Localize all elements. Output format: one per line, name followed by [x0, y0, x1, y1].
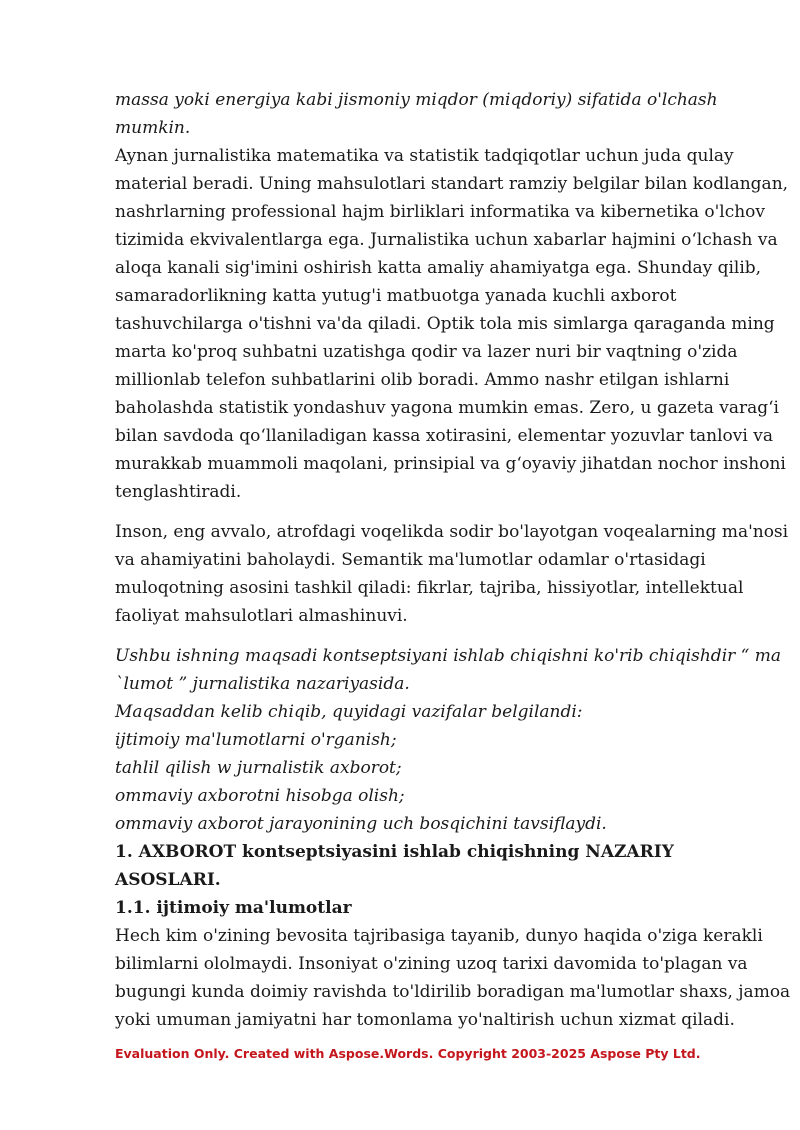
text-line: millionlab telefon suhbatlarini olib boradi. Ammo nashr etilgan ishlarni [115, 370, 730, 390]
task-item: ommaviy axborotni hisobga olish; [115, 786, 405, 806]
subsection-heading: 1.1. ijtimoiy ma'lumotlar [115, 898, 352, 918]
text-line: nashrlarning professional hajm birliklari informatika va kibernetika o'lchov [115, 202, 766, 222]
task-item: tahlil qilish w jurnalistik axborot; [115, 758, 402, 778]
task-item: ijtimoiy ma'lumotlarni o'rganish; [115, 730, 397, 750]
text-line: material beradi. Uning mahsulotlari standart ramziy belgilar bilan kodlangan, [115, 174, 789, 194]
text-line: muloqotning asosini tashkil qiladi: fikrlar, tajriba, hissiyotlar, intellektual [115, 578, 744, 598]
text-line: murakkab muammoli maqolani, prinsipial va g‘oyaviy jihatdan nochor inshoni [115, 454, 786, 474]
paragraph-social-information [115, 922, 791, 1034]
text-line: tashuvchilarga o'tishni va'da qiladi. Optik tola mis simlarga qaraganda ming [115, 314, 775, 334]
text-line: Maqsaddan kelib chiqib, quyidagi vazifalar belgilandi: [115, 702, 583, 722]
text-line: baholashda statistik yondashuv yagona mumkin emas. Zero, u gazeta varag‘i [115, 398, 779, 418]
text-line: mumkin. [115, 118, 191, 138]
text-line: bilan savdoda qo‘llaniladigan kassa xotirasini, elementar yozuvlar tanlovi va [115, 426, 773, 446]
text-line: tizimida ekvivalentlarga ega. Jurnalistika uchun xabarlar hajmini o‘lchash va [115, 230, 778, 250]
text-line: bilimlarni ololmaydi. Insoniyat o'zining uzoq tarixi davomida to'plagan va [115, 954, 748, 974]
text-line: tenglashtiradi. [115, 482, 242, 502]
document-page [115, 86, 791, 1034]
text-line: Ushbu ishning maqsadi kontseptsiyani ishlab chiqishni ko'rib chiqishdir “ ma [115, 646, 782, 666]
paragraph-journalism-statistics [115, 142, 789, 506]
heading-line: ASOSLARI. [115, 870, 221, 890]
heading-line: 1. AXBOROT kontseptsiyasini ishlab chiqishning NAZARIY [115, 842, 674, 862]
paragraph-spacer [115, 506, 750, 518]
text-line: Inson, eng avvalo, atrofdagi voqelikda sodir bo'layotgan voqealarning ma'nosi [115, 522, 789, 542]
text-line: bugungi kunda doimiy ravishda to'ldirilib boradigan ma'lumotlar shaxs, jamoa [115, 982, 791, 1002]
text-line: marta ko'proq suhbatni uzatishga qodir va lazer nuri bir vaqtning o'zida [115, 342, 738, 362]
task-item: ommaviy axborot jarayonining uch bosqichini tavsiflaydi. [115, 814, 607, 834]
text-line: Aynan jurnalistika matematika va statistik tadqiqotlar uchun juda qulay [115, 146, 734, 166]
intro-italic-text [115, 86, 750, 142]
text-line: va ahamiyatini baholaydi. Semantik ma'lumotlar odamlar o'rtasidagi [115, 550, 706, 570]
goals-and-tasks-list [115, 642, 782, 838]
paragraph-spacer [115, 630, 750, 642]
text-line: samaradorlikning katta yutug'i matbuotga yanada kuchli axborot [115, 286, 677, 306]
text-line: `lumot ” jurnalistika nazariyasida. [115, 674, 410, 694]
text-line: aloqa kanali sig'imini oshirish katta amaliy ahamiyatga ega. Shunday qilib, [115, 258, 762, 278]
text-line: massa yoki energiya kabi jismoniy miqdor (miqdoriy) sifatida o'lchash [115, 90, 718, 110]
text-line: faoliyat mahsulotlari almashinuvi. [115, 606, 408, 626]
paragraph-semantic-information [115, 518, 789, 630]
section-heading [115, 838, 750, 894]
evaluation-watermark-notice: Evaluation Only. Created with Aspose.Words. Copyright 2003-2025 Aspose Pty Ltd. [115, 1046, 701, 1061]
text-line: yoki umuman jamiyatni har tomonlama yo'naltirish uchun xizmat qiladi. [115, 1010, 735, 1030]
text-line: Hech kim o'zining bevosita tajribasiga tayanib, dunyo haqida o'ziga kerakli [115, 926, 763, 946]
